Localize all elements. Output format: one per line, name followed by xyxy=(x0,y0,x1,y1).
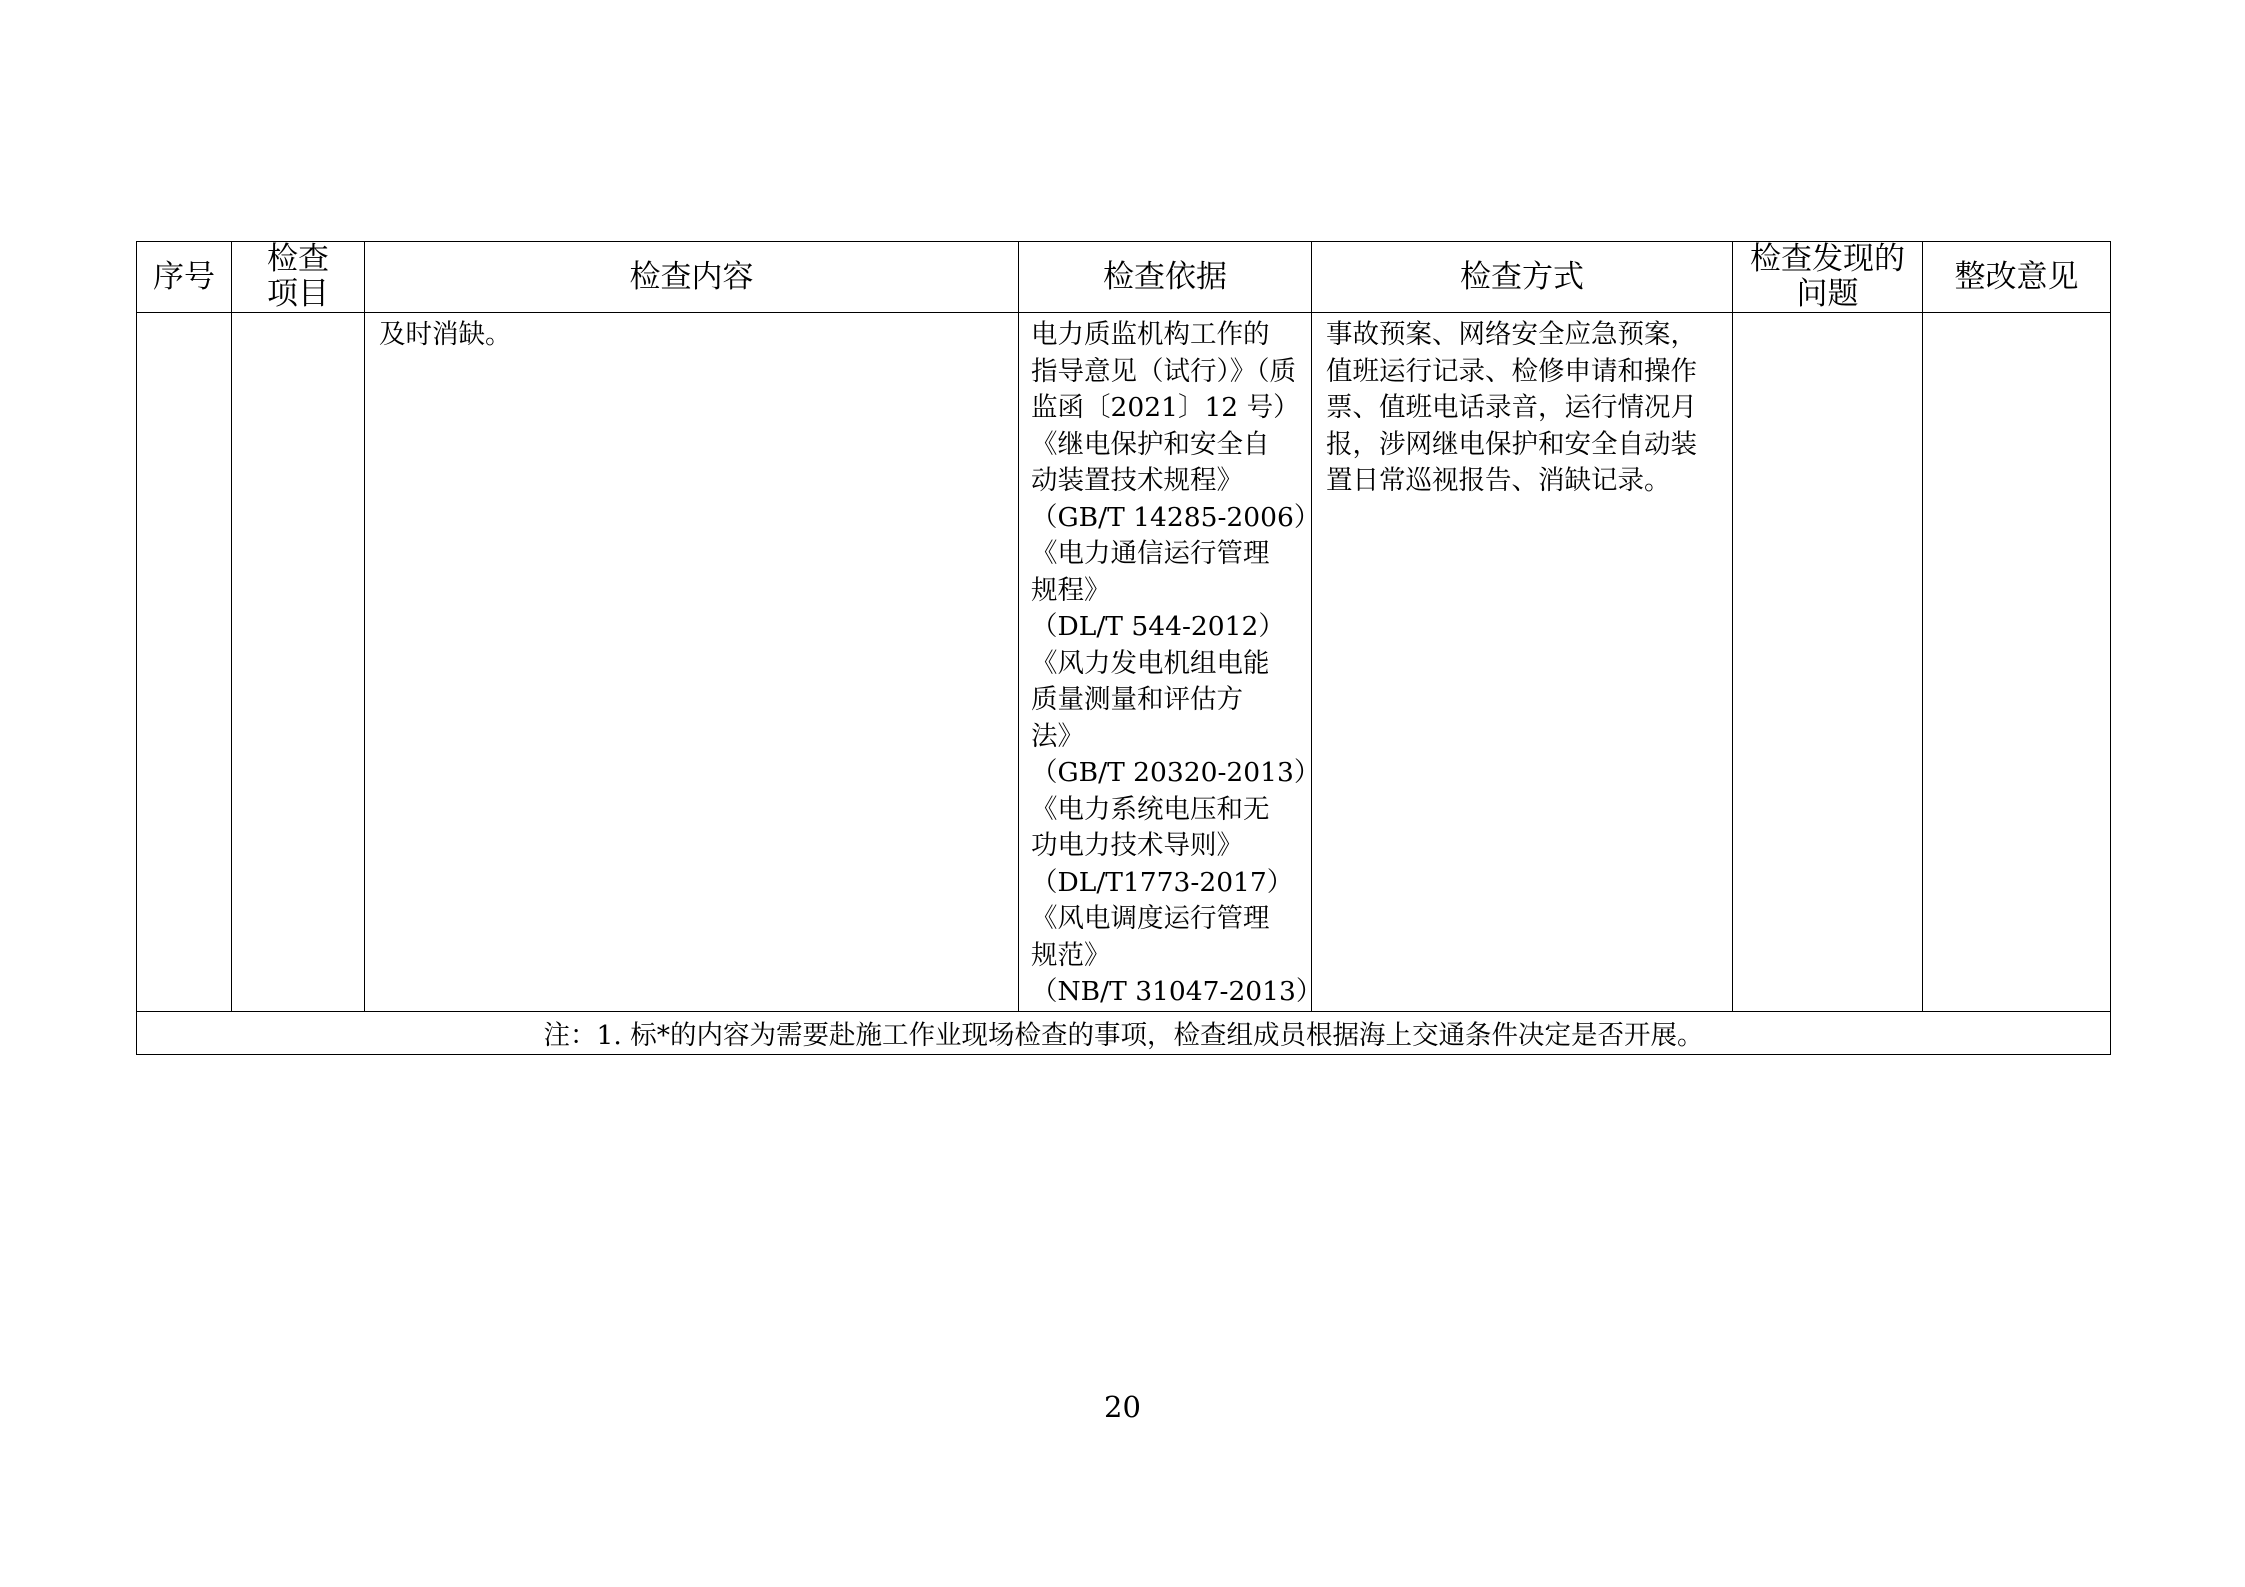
basis-line: 《继电保护和安全自 xyxy=(1031,428,1270,460)
table-note: 注：1. 标*的内容为需要赴施工作业现场检查的事项，检查组成员根据海上交通条件决定是否开展。 xyxy=(137,1011,2111,1054)
basis-line: 《风力发电机组电能 xyxy=(1031,647,1270,679)
content-text: 及时消缺。 xyxy=(379,319,512,350)
table-row xyxy=(137,313,2111,1012)
basis-line: （DL/T 544-2012） xyxy=(1031,611,1285,642)
basis-line: （GB/T 14285-2006） xyxy=(1031,501,1321,533)
basis-line: 监函〔2021〕12 号） xyxy=(1031,392,1300,423)
header-content: 检查内容 xyxy=(365,242,1019,313)
basis-line: 《电力系统电压和无 xyxy=(1031,793,1270,825)
page-number: 20 xyxy=(1104,1390,1141,1424)
cell-index xyxy=(137,313,232,1012)
cell-method xyxy=(1312,313,1733,1012)
cell-rectification xyxy=(1923,313,2111,1012)
header-index: 序号 xyxy=(137,242,232,313)
basis-line: 指导意见（试行）》（质 xyxy=(1031,355,1296,387)
header-row xyxy=(137,242,2111,313)
basis-line: 《风电调度运行管理 xyxy=(1031,903,1270,934)
basis-line: （DL/T1773-2017） xyxy=(1031,866,1294,898)
basis-line: （GB/T 20320-2013） xyxy=(1031,757,1321,788)
basis-line: 电力质监机构工作的 xyxy=(1031,319,1270,350)
header-item: 检查 项目 xyxy=(232,242,365,313)
cell-basis xyxy=(1019,313,1323,1012)
basis-line: 规范》 xyxy=(1031,939,1111,971)
header-basis: 检查依据 xyxy=(1019,242,1312,313)
basis-line: 功电力技术导则》 xyxy=(1031,830,1243,861)
basis-list xyxy=(1019,313,1323,1011)
basis-line: 质量测量和评估方 xyxy=(1031,684,1243,715)
method-text: 事故预案、网络安全应急预案，值班运行记录、检修申请和操作票、值班电话录音，运行情况月报，涉网继电保护和安全自动装置日常巡视报告、消缺记录。 xyxy=(1326,319,1697,496)
rectification-text xyxy=(1923,313,2110,317)
findings-text xyxy=(1733,313,1922,317)
cell-item xyxy=(232,313,365,1012)
index-text xyxy=(137,313,231,317)
basis-line: 《电力通信运行管理 xyxy=(1031,538,1270,569)
basis-line: 法》 xyxy=(1031,720,1084,752)
header-method: 检查方式 xyxy=(1312,242,1733,313)
item-text xyxy=(232,313,364,317)
note-row xyxy=(137,1011,2111,1054)
header-findings: 检查发现的 问题 xyxy=(1733,242,1923,313)
inspection-table xyxy=(136,241,2111,1055)
basis-line: 动装置技术规程》 xyxy=(1031,465,1243,496)
cell-content xyxy=(365,313,1019,1012)
basis-line: 规程》 xyxy=(1031,574,1111,606)
cell-findings xyxy=(1733,313,1923,1012)
basis-line: （NB/T 31047-2013） xyxy=(1031,976,1323,1007)
header-rectification: 整改意见 xyxy=(1923,242,2111,313)
